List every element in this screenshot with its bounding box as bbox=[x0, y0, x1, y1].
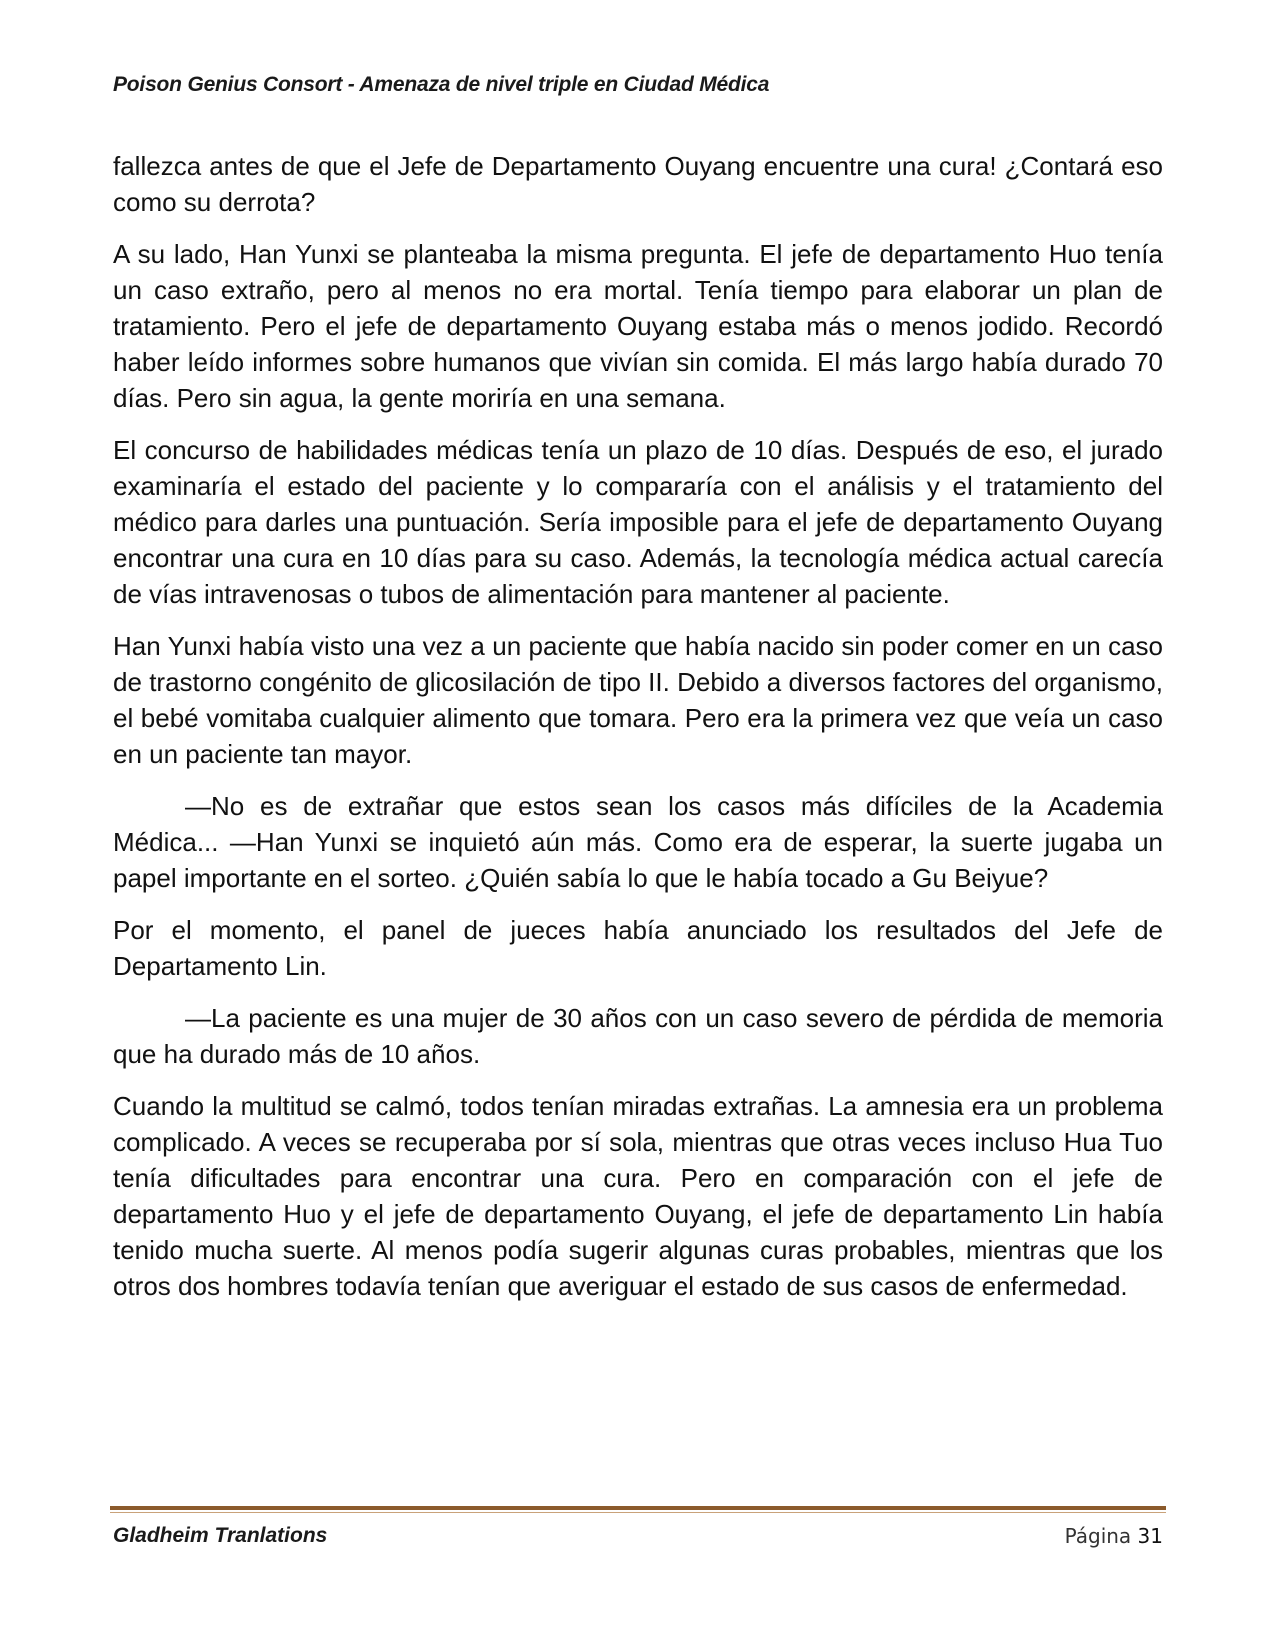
page-label: Página bbox=[1064, 1524, 1132, 1548]
paragraph-3: El concurso de habilidades médicas tenía un plazo de 10 días. Después de eso, el jurado examinaría el estado del paciente y lo compararía con el análisis y el tratamiento del médico para darles una puntuación. Sería imposible para el jefe de departamento Ouyang encontrar una cura en 10 días para su caso. Además, la tecnología médica actual carecía de vías intravenosas o tubos de alimentación para mantener al paciente. bbox=[113, 435, 1163, 609]
footer-credit: Gladheim Tranlations bbox=[113, 1524, 328, 1547]
page-body bbox=[113, 148, 1163, 1320]
paragraph-1: fallezca antes de que el Jefe de Departamento Ouyang encuentre una cura! ¿Contará eso como su derrota? bbox=[113, 151, 1163, 217]
paragraph-7: —La paciente es una mujer de 30 años con un caso severo de pérdida de memoria que ha durado más de 10 años. bbox=[113, 1003, 1163, 1069]
page-number-value: 31 bbox=[1137, 1524, 1163, 1548]
footer-divider bbox=[110, 1506, 1166, 1510]
footer-divider-thin bbox=[110, 1512, 1166, 1513]
page-number bbox=[1065, 1524, 1163, 1548]
paragraph-4: Han Yunxi había visto una vez a un paciente que había nacido sin poder comer en un caso de trastorno congénito de glicosilación de tipo II. Debido a diversos factores del organismo, el bebé vomitaba cualquier alimento que tomara. Pero era la primera vez que veía un caso en un paciente tan mayor. bbox=[113, 631, 1163, 769]
paragraph-8: Cuando la multitud se calmó, todos tenían miradas extrañas. La amnesia era un problema complicado. A veces se recuperaba por sí sola, mientras que otras veces incluso Hua Tuo tenía dificultades para encontrar una cura. Pero en comparación con el jefe de departamento Huo y el jefe de departamento Ouyang, el jefe de departamento Lin había tenido mucha suerte. Al menos podía sugerir algunas curas probables, mientras que los otros dos hombres todavía tenían que averiguar el estado de sus casos de enfermedad. bbox=[113, 1091, 1163, 1301]
paragraph-5: —No es de extrañar que estos sean los casos más difíciles de la Academia Médica... —Han Yunxi se inquietó aún más. Como era de esperar, la suerte jugaba un papel importante en el sorteo. ¿Quién sabía lo que le había tocado a Gu Beiyue? bbox=[113, 791, 1163, 893]
paragraph-2: A su lado, Han Yunxi se planteaba la misma pregunta. El jefe de departamento Huo tenía un caso extraño, pero al menos no era mortal. Tenía tiempo para elaborar un plan de tratamiento. Pero el jefe de departamento Ouyang estaba más o menos jodido. Recordó haber leído informes sobre humanos que vivían sin comida. El más largo había durado 70 días. Pero sin agua, la gente moriría en una semana. bbox=[113, 239, 1163, 413]
paragraph-6: Por el momento, el panel de jueces había anunciado los resultados del Jefe de Departamento Lin. bbox=[113, 915, 1163, 981]
running-header: Poison Genius Consort - Amenaza de nivel triple en Ciudad Médica bbox=[113, 73, 770, 96]
